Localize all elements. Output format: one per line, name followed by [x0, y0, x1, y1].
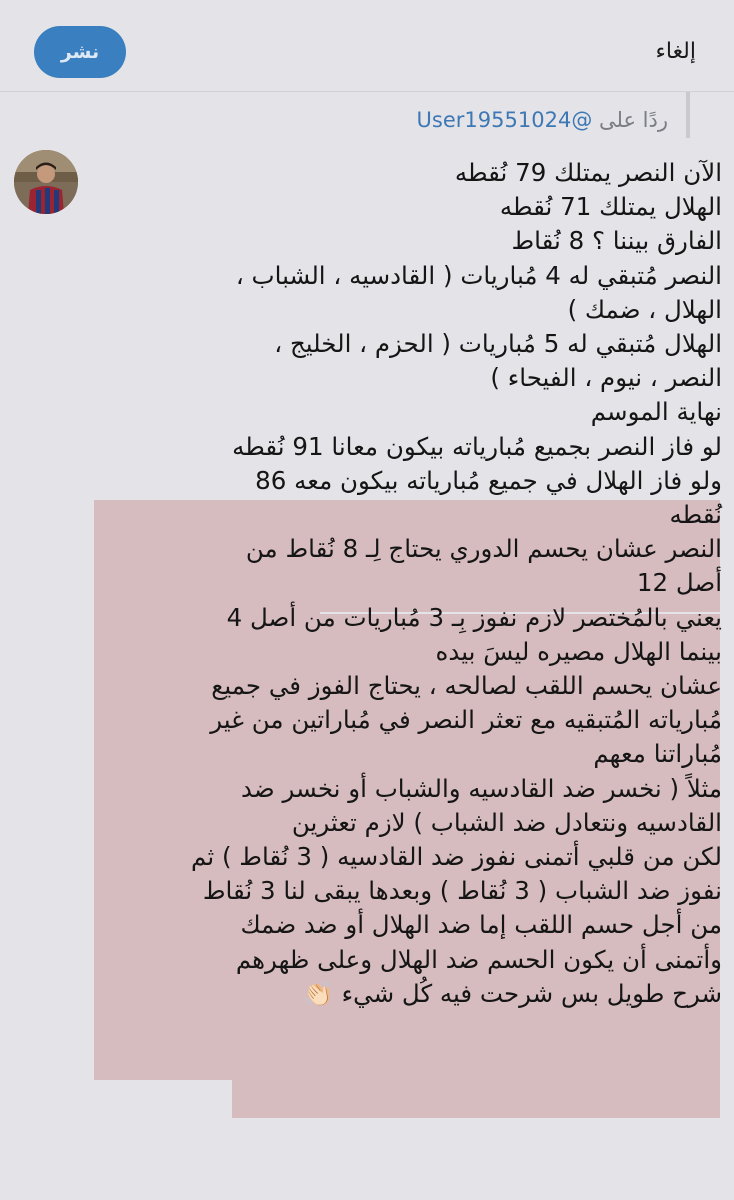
tweet-line: ولو فاز الهلال في جميع مُبارياته بيكون معه 86 [255, 465, 722, 495]
tweet-line: يعني بالمُختصر لازم نفوز بِـ 3 مُباريات من أصل 4 [226, 602, 722, 632]
tweet-line: الآن النصر يمتلك 79 نُقطه [454, 158, 722, 187]
tweet-line: النصر ، نيوم ، الفيحاء ) [490, 363, 722, 393]
tweet-line: نهاية الموسم [590, 397, 722, 427]
avatar-image [14, 150, 78, 214]
tweet-line: وأتمنى أن يكون الحسم ضد الهلال وعلى ظهرهم [235, 944, 722, 974]
reply-prefix: ردًا على [599, 108, 668, 132]
tweet-line: مثلاً ( نخسر ضد القادسيه والشباب أو نخسر ضد [241, 773, 722, 803]
tweet-line: القادسيه ونتعادل ضد الشباب ) لازم تعثرين [291, 807, 722, 837]
tweet-line: النصر مُتبقي له 4 مُباريات ( القادسيه ، الشباب ، [235, 260, 722, 290]
tweet-line: الهلال ، ضمك ) [567, 294, 722, 324]
tweet-line: الفارق بيننا ؟ 8 نُقاط [511, 226, 722, 256]
tweet-text[interactable] [86, 156, 722, 1011]
tweet-line: مُباراتنا معهم [593, 739, 722, 769]
tweet-line: الهلال يمتلك 71 نُقطه [499, 192, 722, 222]
tweet-line: شرح طويل بس شرحت فيه كُل شيء 👏🏻 [303, 978, 722, 1008]
post-button[interactable]: نشر [34, 26, 126, 78]
tweet-line: أصل 12 [636, 568, 722, 598]
tweet-line: لو فاز النصر بجميع مُبارياته بيكون معانا 91 نُقطه [232, 431, 722, 461]
reply-to-label[interactable] [417, 104, 668, 136]
tweet-line: عشان يحسم اللقب لصالحه ، يحتاج الفوز في جميع [211, 671, 722, 701]
tweet-line: نُقطه [669, 500, 722, 530]
reply-handle[interactable]: @User19551024 [416, 108, 593, 132]
tweet-line: لكن من قلبي أتمنى نفوز ضد القادسيه ( 3 نُقاط ) ثم [191, 842, 722, 872]
compose-header [0, 0, 734, 92]
tweet-line: من أجل حسم اللقب إما ضد الهلال أو ضد ضمك [240, 910, 722, 940]
tweet-line: نفوز ضد الشباب ( 3 نُقاط ) وبعدها يبقى لنا 3 نُقاط [202, 876, 722, 906]
tweet-line: مُبارياته المُتبقيه مع تعثر النصر في مُباراتين من غير [210, 705, 722, 735]
cancel-button[interactable]: إلغاء [655, 39, 696, 64]
thread-connector [686, 92, 690, 138]
tweet-line: الهلال مُتبقي له 5 مُباريات ( الحزم ، الخليج ، [274, 329, 722, 359]
avatar[interactable] [14, 150, 78, 214]
tweet-line: النصر عشان يحسم الدوري يحتاج لِـ 8 نُقاط من [245, 534, 722, 564]
tweet-line: بينما الهلال مصيره ليسَ بيده [435, 636, 722, 666]
